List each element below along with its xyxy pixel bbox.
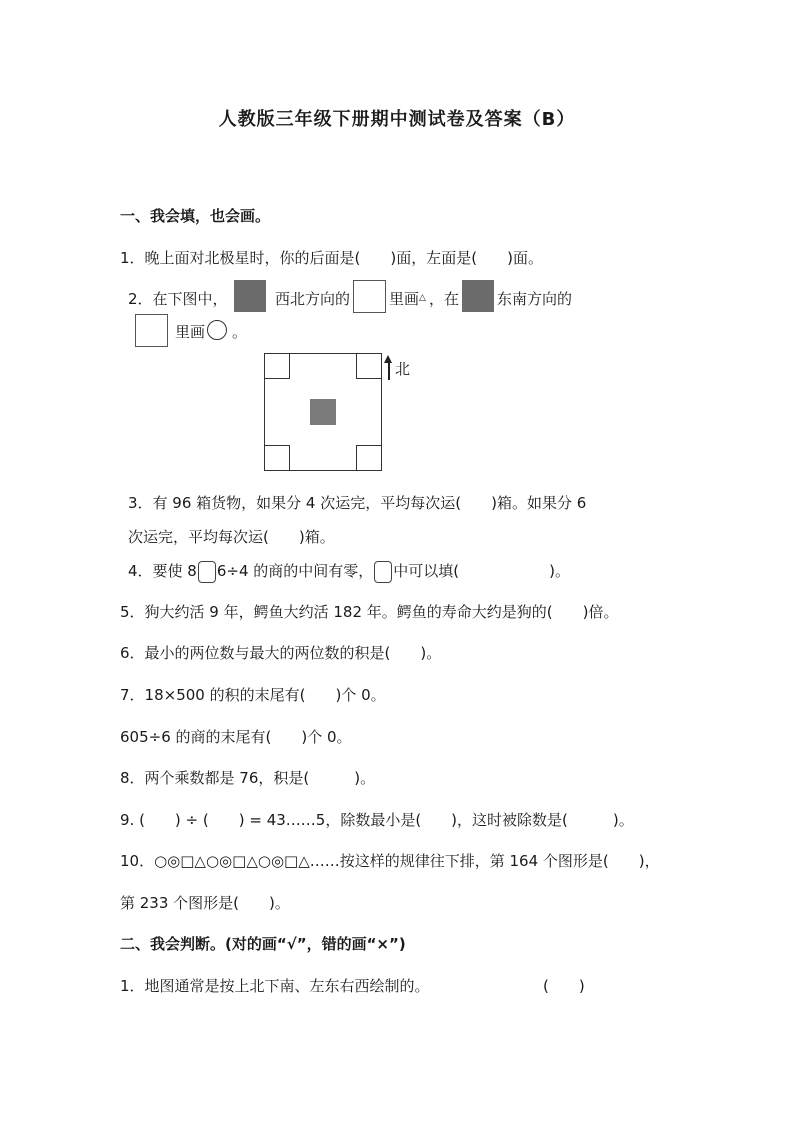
question-1-6: 6．最小的两位数与最大的两位数的积是( )。 <box>120 644 442 662</box>
question-1-2-part7: 。 <box>232 323 248 341</box>
question-2-1-answer-blank: ( ) <box>543 977 585 995</box>
question-1-10-line1: 10．○◎□△○◎□△○◎□△……按这样的规律往下排，第 164 个图形是( )， <box>120 852 660 870</box>
question-1-4 <box>128 560 570 583</box>
question-1-3-line2: 次运完，平均每次运( )箱。 <box>128 528 335 546</box>
question-1-9: 9. ( ) ÷ ( ) = 43……5，除数最小是( )，这时被除数是( )。 <box>120 811 634 829</box>
question-1-5: 5．狗大约活 9 年，鳄鱼大约活 182 年。鳄鱼的寿命大约是狗的( )倍。 <box>120 603 619 621</box>
gray-square-icon <box>234 280 266 312</box>
northeast-box <box>356 353 382 379</box>
question-1-2-part6: 里画 <box>175 323 206 341</box>
question-1-4-part1: 4．要使 8 <box>128 562 197 580</box>
gray-square-icon <box>462 280 494 312</box>
north-arrow-shaft <box>388 360 390 380</box>
question-2-1: 1．地图通常是按上北下南、左东右西绘制的。 <box>120 977 430 995</box>
direction-diagram <box>264 353 382 471</box>
southwest-box <box>264 445 290 471</box>
question-1-2-part2: 西北方向的 <box>275 290 351 308</box>
question-1-7-line2: 605÷6 的商的末尾有( )个 0。 <box>120 728 352 746</box>
question-1-1: 1．晚上面对北极星时，你的后面是( )面，左面是( )面。 <box>120 249 543 267</box>
circle-icon <box>207 320 227 340</box>
question-1-2-part4: ，在 <box>429 290 460 308</box>
question-1-2-part3: 里画 <box>389 290 420 308</box>
triangle-icon: △ <box>419 293 426 303</box>
question-1-7-line1: 7．18×500 的积的末尾有( )个 0。 <box>120 686 386 704</box>
blank-box-icon <box>374 561 392 583</box>
question-1-3-line1: 3．有 96 箱货物，如果分 4 次运完，平均每次运( )箱。如果分 6 <box>128 494 587 512</box>
question-1-2-part5: 东南方向的 <box>497 290 573 308</box>
page-title: 人教版三年级下册期中测试卷及答案（B） <box>218 109 576 130</box>
question-1-10-line2: 第 233 个图形是( )。 <box>120 894 290 912</box>
question-1-8: 8．两个乘数都是 76，积是( )。 <box>120 769 376 787</box>
northwest-box <box>264 353 290 379</box>
white-square-icon <box>353 280 386 313</box>
section-1-heading: 一、我会填，也会画。 <box>120 207 271 225</box>
white-square-icon <box>135 314 168 347</box>
question-1-2-part1: 2．在下图中， <box>128 290 228 308</box>
center-gray-square <box>310 399 336 425</box>
question-1-4-part3: 中可以填( )。 <box>393 562 571 580</box>
question-1-4-part2: 6÷4 的商的中间有零， <box>216 562 374 580</box>
north-label: 北 <box>395 360 411 378</box>
section-2-heading: 二、我会判断。(对的画“√”，错的画“×”) <box>120 935 406 953</box>
blank-box-icon <box>198 561 216 583</box>
southeast-box <box>356 445 382 471</box>
